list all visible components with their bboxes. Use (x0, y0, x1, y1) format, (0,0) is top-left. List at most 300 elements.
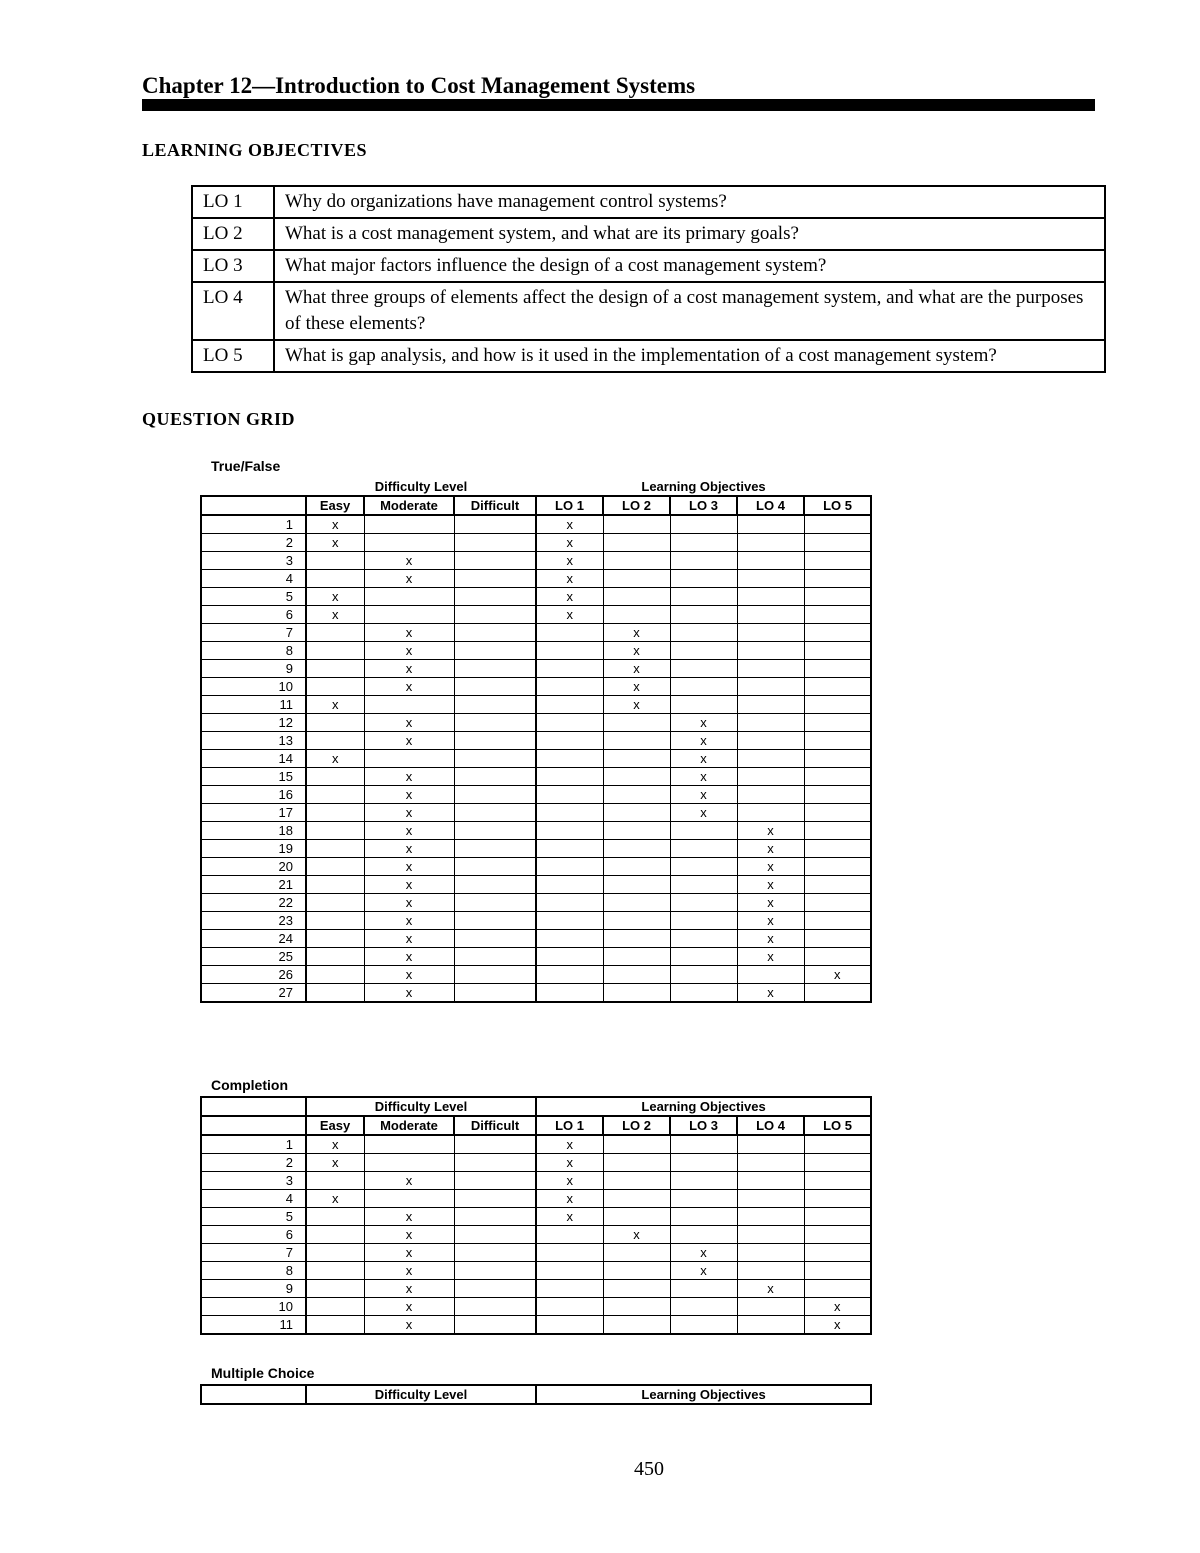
objective-cell (737, 515, 804, 534)
difficulty-cell (454, 1316, 536, 1335)
objective-cell (737, 1316, 804, 1335)
objective-cell (603, 1154, 670, 1172)
objective-cell (536, 1190, 603, 1208)
objective-cell (670, 840, 737, 858)
mark-x: x (700, 715, 707, 730)
question-number: 5 (201, 1208, 306, 1226)
difficulty-cell (364, 714, 454, 732)
col-lo3: LO 3 (670, 1116, 737, 1135)
objective-cell (737, 660, 804, 678)
objective-cell (603, 822, 670, 840)
question-row (201, 858, 871, 876)
question-row (201, 696, 871, 714)
difficulty-cell (306, 966, 364, 984)
objective-cell (804, 678, 871, 696)
difficulty-cell (454, 732, 536, 750)
question-grid-heading: QUESTION GRID (142, 409, 296, 429)
objective-cell (603, 840, 670, 858)
difficulty-cell (306, 858, 364, 876)
difficulty-cell (454, 624, 536, 642)
mark-x: x (700, 769, 707, 784)
col-difficult: Difficult (454, 1116, 536, 1135)
difficulty-cell (364, 660, 454, 678)
difficulty-cell (306, 750, 364, 768)
difficulty-cell (306, 515, 364, 534)
objective-cell (670, 804, 737, 822)
mark-x: x (405, 895, 413, 910)
difficulty-cell (306, 786, 364, 804)
question-row (201, 804, 871, 822)
question-row (201, 894, 871, 912)
objective-cell (603, 732, 670, 750)
question-row (201, 570, 871, 588)
objective-cell (670, 1262, 737, 1280)
objective-cell (536, 1135, 603, 1154)
difficulty-cell (364, 1262, 454, 1280)
question-number: 23 (201, 912, 306, 930)
mark-x: x (405, 805, 413, 820)
objective-cell (536, 696, 603, 714)
lo-code: LO 3 (192, 250, 274, 282)
difficulty-cell (364, 840, 454, 858)
lo-code: LO 2 (192, 218, 274, 250)
objective-cell (804, 552, 871, 570)
difficulty-cell (454, 515, 536, 534)
difficulty-cell (454, 984, 536, 1003)
objective-cell (603, 696, 670, 714)
objective-cell (670, 894, 737, 912)
completion-label: Completion (211, 1077, 288, 1093)
question-row (201, 1316, 871, 1335)
objective-cell (737, 1280, 804, 1298)
objective-cell (737, 858, 804, 876)
question-row (201, 1154, 871, 1172)
question-number: 6 (201, 606, 306, 624)
objective-cell (536, 786, 603, 804)
objective-cell (536, 1316, 603, 1335)
difficulty-cell (306, 570, 364, 588)
difficulty-cell (306, 624, 364, 642)
question-number: 22 (201, 894, 306, 912)
objective-cell (603, 894, 670, 912)
difficulty-cell (306, 1262, 364, 1280)
difficulty-cell (454, 948, 536, 966)
mark-x: x (405, 823, 413, 838)
objective-cell (737, 570, 804, 588)
mark-x: x (405, 733, 413, 748)
objective-cell (603, 876, 670, 894)
question-row (201, 930, 871, 948)
objective-cell (603, 858, 670, 876)
question-row (201, 1190, 871, 1208)
objective-cell (737, 534, 804, 552)
difficulty-cell (454, 588, 536, 606)
question-row (201, 552, 871, 570)
objective-cell (536, 1262, 603, 1280)
difficulty-cell (306, 696, 364, 714)
difficulty-cell (364, 696, 454, 714)
mark-x: x (767, 841, 774, 856)
question-number: 20 (201, 858, 306, 876)
grid-column-header (201, 1116, 871, 1135)
difficulty-cell (306, 1190, 364, 1208)
objective-cell (536, 570, 603, 588)
mark-x: x (566, 1155, 574, 1170)
objective-cell (804, 912, 871, 930)
question-number: 4 (201, 570, 306, 588)
mark-x: x (834, 1299, 841, 1314)
chapter-title: Chapter 12—Introduction to Cost Management Systems (142, 73, 696, 98)
difficulty-cell (454, 642, 536, 660)
objective-cell (603, 1298, 670, 1316)
objective-cell (804, 930, 871, 948)
objective-cell (670, 1298, 737, 1316)
question-number: 14 (201, 750, 306, 768)
mark-x: x (767, 823, 774, 838)
question-row (201, 1135, 871, 1154)
objective-cell (603, 1172, 670, 1190)
mark-x: x (633, 1227, 640, 1242)
mark-x: x (767, 859, 774, 874)
objective-cell (536, 732, 603, 750)
question-row (201, 876, 871, 894)
objective-cell (670, 624, 737, 642)
mark-x: x (405, 679, 413, 694)
difficulty-cell (364, 1208, 454, 1226)
difficulty-cell (306, 660, 364, 678)
mark-x: x (767, 985, 774, 1000)
difficulty-cell (364, 588, 454, 606)
difficulty-cell (454, 912, 536, 930)
difficulty-cell (364, 1154, 454, 1172)
difficulty-cell (454, 714, 536, 732)
col-difficult: Difficult (454, 496, 536, 515)
objective-cell (670, 912, 737, 930)
objective-cell (603, 534, 670, 552)
mark-x: x (767, 913, 774, 928)
mark-x: x (332, 697, 339, 712)
question-row (201, 948, 871, 966)
question-number: 13 (201, 732, 306, 750)
mark-x: x (332, 607, 339, 622)
difficulty-cell (364, 515, 454, 534)
difficulty-cell (364, 786, 454, 804)
objective-cell (804, 1135, 871, 1154)
difficulty-cell (454, 750, 536, 768)
objective-cell (804, 1298, 871, 1316)
objective-cell (603, 912, 670, 930)
objective-cell (670, 1172, 737, 1190)
question-number: 5 (201, 588, 306, 606)
objective-cell (670, 858, 737, 876)
title-rule (142, 99, 1095, 111)
mark-x: x (405, 769, 413, 784)
objective-cell (670, 1316, 737, 1335)
mark-x: x (566, 535, 573, 550)
col-lo2: LO 2 (603, 1116, 670, 1135)
question-row (201, 840, 871, 858)
mark-x: x (700, 787, 707, 802)
mark-x: x (405, 643, 413, 658)
mark-x: x (633, 697, 640, 712)
objective-cell (737, 930, 804, 948)
learning-objectives-table (191, 185, 1106, 373)
difficulty-cell (306, 732, 364, 750)
question-row (201, 750, 871, 768)
mark-x: x (405, 1317, 413, 1332)
objective-cell (804, 1280, 871, 1298)
question-number: 10 (201, 1298, 306, 1316)
mark-x: x (405, 877, 413, 892)
objective-cell (603, 1208, 670, 1226)
difficulty-level-header: Difficulty Level (306, 1097, 536, 1116)
objective-cell (804, 840, 871, 858)
objective-cell (670, 1154, 737, 1172)
objective-cell (804, 696, 871, 714)
difficulty-cell (306, 1244, 364, 1262)
mark-x: x (405, 931, 413, 946)
mark-x: x (405, 553, 413, 568)
objective-cell (670, 1244, 737, 1262)
question-row (201, 588, 871, 606)
objective-cell (804, 642, 871, 660)
difficulty-cell (454, 804, 536, 822)
question-row (201, 1208, 871, 1226)
objective-cell (737, 804, 804, 822)
learning-objectives-heading: LEARNING OBJECTIVES (142, 140, 368, 160)
objective-cell (603, 552, 670, 570)
difficulty-cell (306, 1226, 364, 1244)
difficulty-cell (364, 1244, 454, 1262)
difficulty-cell (364, 768, 454, 786)
col-easy: Easy (306, 496, 364, 515)
difficulty-cell (364, 912, 454, 930)
difficulty-cell (364, 732, 454, 750)
objective-cell (536, 642, 603, 660)
question-row (201, 1298, 871, 1316)
objective-cell (804, 750, 871, 768)
difficulty-cell (364, 552, 454, 570)
objective-cell (536, 515, 603, 534)
difficulty-cell (454, 1244, 536, 1262)
difficulty-cell (306, 912, 364, 930)
difficulty-cell (306, 1316, 364, 1335)
lo-code: LO 1 (192, 186, 274, 218)
mark-x: x (700, 1245, 707, 1260)
difficulty-cell (306, 588, 364, 606)
question-row (201, 534, 871, 552)
mark-x: x (566, 1209, 574, 1224)
objective-cell (603, 1190, 670, 1208)
objective-cell (670, 750, 737, 768)
mark-x: x (633, 625, 640, 640)
difficulty-cell (454, 1208, 536, 1226)
objective-cell (804, 606, 871, 624)
objective-cell (536, 768, 603, 786)
objective-cell (670, 984, 737, 1003)
question-number: 1 (201, 1135, 306, 1154)
objective-cell (670, 1226, 737, 1244)
difficulty-cell (364, 678, 454, 696)
objective-cell (603, 984, 670, 1003)
objective-cell (804, 894, 871, 912)
objective-cell (804, 660, 871, 678)
difficulty-cell (454, 1298, 536, 1316)
objective-cell (536, 588, 603, 606)
mark-x: x (332, 589, 339, 604)
difficulty-cell (364, 606, 454, 624)
col-lo5: LO 5 (804, 1116, 871, 1135)
mark-x: x (405, 661, 413, 676)
objective-cell (536, 678, 603, 696)
objective-cell (737, 1244, 804, 1262)
multiple-choice-label: Multiple Choice (211, 1365, 315, 1381)
objective-cell (737, 1190, 804, 1208)
lo-code: LO 4 (192, 282, 274, 340)
objective-cell (603, 750, 670, 768)
objective-cell (536, 1244, 603, 1262)
question-number: 6 (201, 1226, 306, 1244)
objective-cell (536, 966, 603, 984)
objective-cell (603, 570, 670, 588)
difficulty-cell (454, 1226, 536, 1244)
difficulty-cell (306, 606, 364, 624)
difficulty-cell (454, 1190, 536, 1208)
mark-x: x (405, 1173, 413, 1188)
difficulty-cell (306, 1154, 364, 1172)
objective-cell (536, 660, 603, 678)
objective-cell (670, 768, 737, 786)
mark-x: x (405, 913, 413, 928)
objective-cell (804, 768, 871, 786)
question-number: 9 (201, 660, 306, 678)
objective-cell (804, 984, 871, 1003)
question-number: 27 (201, 984, 306, 1003)
mark-x: x (633, 679, 640, 694)
learning-objectives-header: Learning Objectives (536, 1385, 871, 1404)
mark-x: x (566, 517, 573, 532)
objective-cell (536, 750, 603, 768)
objective-cell (536, 534, 603, 552)
difficulty-cell (454, 1262, 536, 1280)
learning-objectives-header: Learning Objectives (536, 478, 871, 496)
question-row (201, 912, 871, 930)
question-row (201, 678, 871, 696)
objective-cell (804, 624, 871, 642)
mark-x: x (633, 661, 640, 676)
question-number: 7 (201, 624, 306, 642)
difficulty-cell (364, 1190, 454, 1208)
objective-cell (603, 1316, 670, 1335)
objective-cell (804, 876, 871, 894)
objective-cell (737, 948, 804, 966)
mark-x: x (834, 1317, 841, 1332)
objective-cell (737, 1172, 804, 1190)
question-number: 7 (201, 1244, 306, 1262)
col-moderate: Moderate (364, 496, 454, 515)
question-row (201, 1280, 871, 1298)
objective-cell (670, 552, 737, 570)
col-moderate: Moderate (364, 1116, 454, 1135)
difficulty-cell (454, 606, 536, 624)
objective-cell (804, 570, 871, 588)
difficulty-cell (306, 768, 364, 786)
difficulty-cell (364, 948, 454, 966)
question-row (201, 984, 871, 1003)
lo-code: LO 5 (192, 340, 274, 372)
question-number: 4 (201, 1190, 306, 1208)
objective-cell (737, 552, 804, 570)
objective-cell (603, 948, 670, 966)
mark-x: x (767, 949, 774, 964)
mark-x: x (566, 1173, 574, 1188)
question-number: 2 (201, 1154, 306, 1172)
mark-x: x (700, 805, 707, 820)
objective-cell (737, 1262, 804, 1280)
question-number: 8 (201, 642, 306, 660)
difficulty-cell (364, 966, 454, 984)
question-row (201, 786, 871, 804)
objective-cell (603, 1280, 670, 1298)
objective-cell (670, 534, 737, 552)
objective-cell (670, 515, 737, 534)
lo-row (192, 250, 1105, 282)
objective-cell (603, 515, 670, 534)
question-number: 16 (201, 786, 306, 804)
objective-cell (603, 768, 670, 786)
grid-column-header (201, 496, 871, 515)
mark-x: x (566, 589, 573, 604)
question-row (201, 768, 871, 786)
difficulty-cell (306, 1280, 364, 1298)
lo-text: What is a cost management system, and what are its primary goals? (274, 218, 1105, 250)
difficulty-cell (306, 948, 364, 966)
objective-cell (804, 1154, 871, 1172)
question-row (201, 822, 871, 840)
mark-x: x (700, 751, 707, 766)
question-number: 3 (201, 1172, 306, 1190)
objective-cell (804, 786, 871, 804)
mark-x: x (566, 571, 573, 586)
question-row (201, 1226, 871, 1244)
objective-cell (737, 984, 804, 1003)
objective-cell (603, 642, 670, 660)
question-row (201, 1172, 871, 1190)
question-row (201, 624, 871, 642)
question-number: 11 (201, 696, 306, 714)
objective-cell (737, 876, 804, 894)
objective-cell (603, 930, 670, 948)
objective-cell (804, 732, 871, 750)
objective-cell (670, 660, 737, 678)
difficulty-cell (306, 1208, 364, 1226)
question-number: 3 (201, 552, 306, 570)
difficulty-cell (454, 1280, 536, 1298)
mark-x: x (767, 931, 774, 946)
difficulty-cell (364, 1135, 454, 1154)
objective-cell (804, 966, 871, 984)
objective-cell (804, 714, 871, 732)
mark-x: x (405, 841, 413, 856)
question-number: 11 (201, 1316, 306, 1335)
objective-cell (603, 1244, 670, 1262)
question-number: 26 (201, 966, 306, 984)
difficulty-cell (364, 822, 454, 840)
mark-x: x (405, 625, 413, 640)
col-easy: Easy (306, 1116, 364, 1135)
col-lo3: LO 3 (670, 496, 737, 515)
mark-x: x (332, 517, 339, 532)
